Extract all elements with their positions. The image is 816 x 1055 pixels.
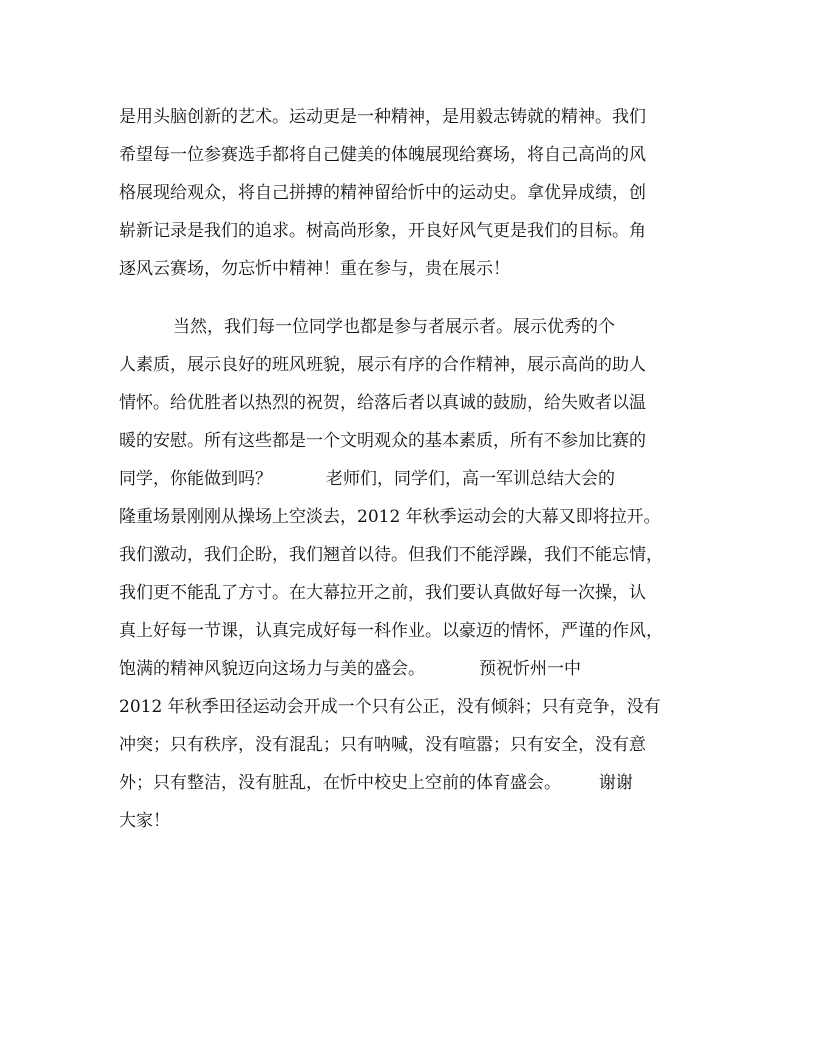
text-line: 我们更不能乱了方寸。在大幕拉开之前，我们要认真做好每一次操，认 (119, 583, 646, 603)
text-line: 逐风云赛场，勿忘忻中精神！重在参与，贵在展示！ (119, 259, 510, 279)
text-line: 大家！ (119, 811, 170, 831)
text-line: 冲突；只有秩序，没有混乱；只有呐喊，没有喧嚣；只有安全，没有意 (119, 735, 646, 755)
text-line: 2012 年秋季田径运动会开成一个只有公正，没有倾斜；只有竞争，没有 (119, 697, 661, 717)
text-line: 饱满的精神风貌迈向这场力与美的盛会。 预祝忻州一中 (119, 659, 582, 679)
text-line: 同学，你能做到吗？ 老师们，同学们，高一军训总结大会的 (119, 469, 616, 489)
text-line: 当然，我们每一位同学也都是参与者展示者。展示优秀的个 (119, 317, 616, 337)
text-line: 希望每一位参赛选手都将自己健美的体魄展现给赛场，将自己高尚的风 (119, 145, 646, 165)
text-line: 情怀。给优胜者以热烈的祝贺，给落后者以真诚的鼓励，给失败者以温 (119, 393, 646, 413)
text-line: 是用头脑创新的艺术。运动更是一种精神，是用毅志铸就的精神。我们 (119, 107, 646, 127)
text-line: 格展现给观众，将自己拼搏的精神留给忻中的运动史。拿优异成绩，创 (119, 183, 646, 203)
text-line: 我们激动，我们企盼，我们翘首以待。但我们不能浮躁，我们不能忘情， (119, 545, 663, 565)
text-line: 隆重场景刚刚从操场上空淡去，2012 年秋季运动会的大幕又即将拉开。 (119, 507, 661, 527)
text-line: 外；只有整洁，没有脏乱，在忻中校史上空前的体育盛会。 谢谢 (119, 773, 633, 793)
text-line: 真上好每一节课，认真完成好每一科作业。以豪迈的情怀，严谨的作风， (119, 621, 663, 641)
text-line: 人素质，展示良好的班风班貌，展示有序的合作精神，展示高尚的助人 (119, 355, 646, 375)
text-line: 崭新记录是我们的追求。树高尚形象，开良好风气更是我们的目标。角 (119, 221, 646, 241)
text-line: 暖的安慰。所有这些都是一个文明观众的基本素质，所有不参加比赛的 (119, 431, 646, 451)
